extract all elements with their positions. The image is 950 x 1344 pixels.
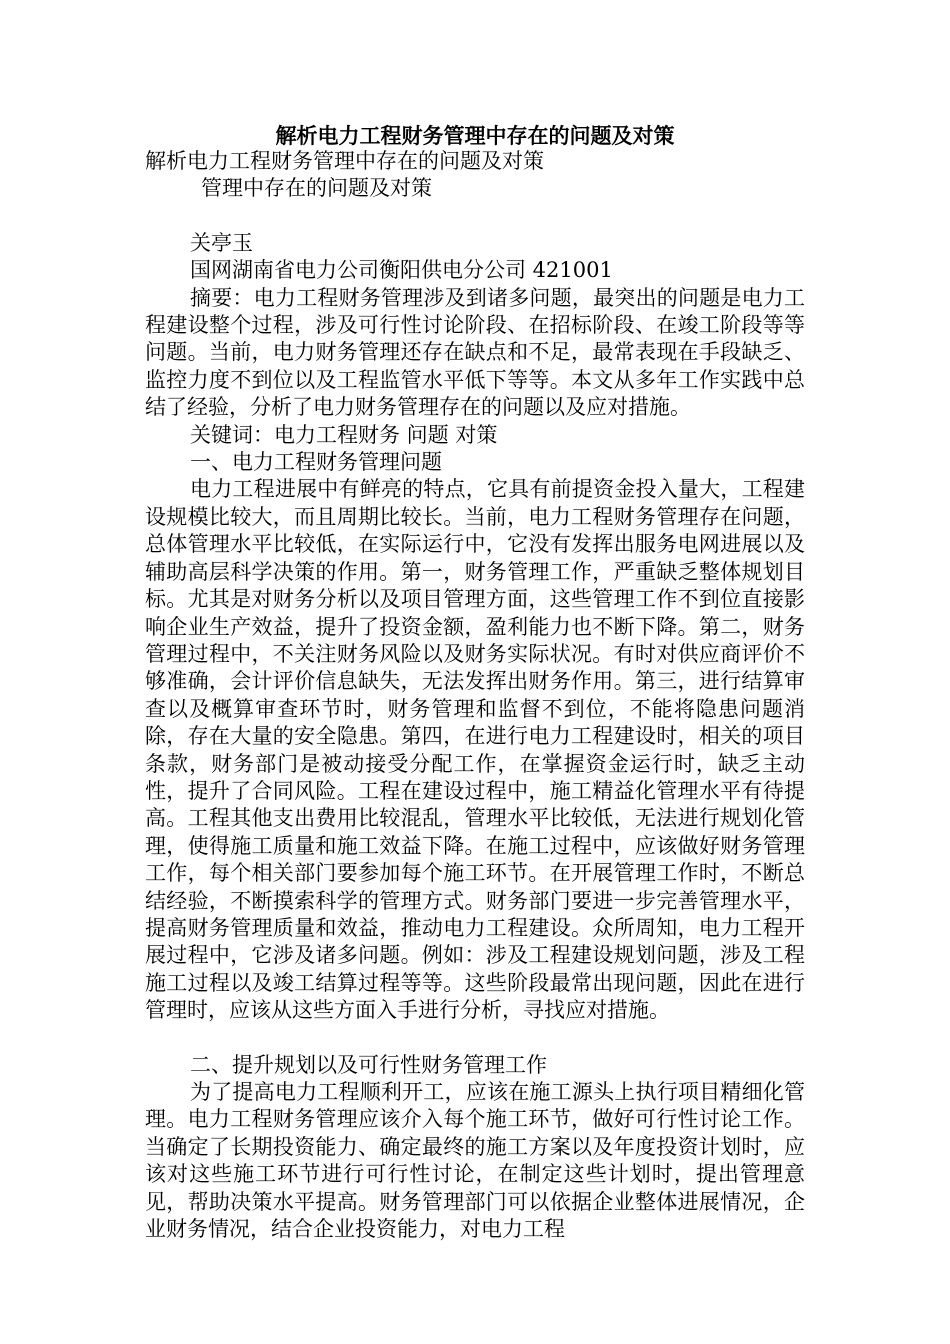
short-title: 管理中存在的问题及对策 xyxy=(201,176,432,201)
document-title: 解析电力工程财务管理中存在的问题及对策 xyxy=(275,123,675,148)
section-2-paragraph: 为了提高电力工程顺利开工，应该在施工源头上执行项目精细化管理。电力工程财务管理应该介入每个施工环节，做好可行性讨论工作。当确定了长期投资能力、确定最终的施工方案以及年度投资计划时，应该对这些施工环节进行可行性讨论，在制定这些计划时，提出管理意见，帮助决策水平提高。财务管理部门可以依据企业整体进展情况，企业财务情况，结合企业投资能力，对电力工程 xyxy=(145,1080,805,1242)
document-body xyxy=(145,148,805,1243)
section-heading-1: 一、电力工程财务管理问题 xyxy=(190,450,442,475)
keywords-line: 关键词：电力工程财务 问题 对策 xyxy=(190,422,498,447)
section-heading-2: 二、提升规划以及可行性财务管理工作 xyxy=(190,1052,547,1077)
section-1-paragraph: 电力工程进展中有鲜亮的特点，它具有前提资金投入量大，工程建设规模比较大，而且周期比较长。当前，电力工程财务管理存在问题，总体管理水平比较低，在实际运行中，它没有发挥出服务电网进展以及辅助高层科学决策的作用。第一，财务管理工作，严重缺乏整体规划目标。尤其是对财务分析以及项目管理方面，这些管理工作不到位直接影响企业生产效益，提升了投资金额，盈利能力也不断下降。第二，财务管理过程中，不关注财务风险以及财务实际状况。有时对供应商评价不够准确，会计评价信息缺失，无法发挥出财务作用。第三，进行结算审查以及概算审查环节时，财务管理和监督不到位，不能将隐患问题消除，存在大量的安全隐患。第四，在进行电力工程建设时，相关的项目条款，财务部门是被动接受分配工作，在掌握资金运行时，缺乏主动性，提升了合同风险。工程在建设过程中，施工精益化管理水平有待提高。工程其他支出费用比较混乱，管理水平比较低，无法进行规划化管理，使得施工质量和施工效益下降。在施工过程中，应该做好财务管理工作，每个相关部门要参加每个施工环节。在开展管理工作时，不断总结经验，不断摸索科学的管理方式。财务部门要进一步完善管理水平，提高财务管理质量和效益，推动电力工程建设。众所周知，电力工程开展过程中，它涉及诸多问题。例如：涉及工程建设规划问题，涉及工程施工过程以及竣工结算过程等等。这些阶段最常出现问题，因此在进行管理时，应该从这些方面入手进行分析，寻找应对措施。 xyxy=(145,477,805,1023)
document-subtitle: 解析电力工程财务管理中存在的问题及对策 xyxy=(145,149,544,173)
author-affiliation: 国网湖南省电力公司衡阳供电分公司 421001 xyxy=(190,258,613,283)
abstract-paragraph: 摘要：电力工程财务管理涉及到诸多问题，最突出的问题是电力工程建设整个过程，涉及可行性讨论阶段、在招标阶段、在竣工阶段等等问题。当前，电力财务管理还存在缺点和不足，最常表现在手段缺乏、监控力度不到位以及工程监管水平低下等等。本文从多年工作实践中总结了经验，分析了电力财务管理存在的问题以及应对措施。 xyxy=(145,285,805,420)
author-name: 关亭玉 xyxy=(190,230,253,255)
